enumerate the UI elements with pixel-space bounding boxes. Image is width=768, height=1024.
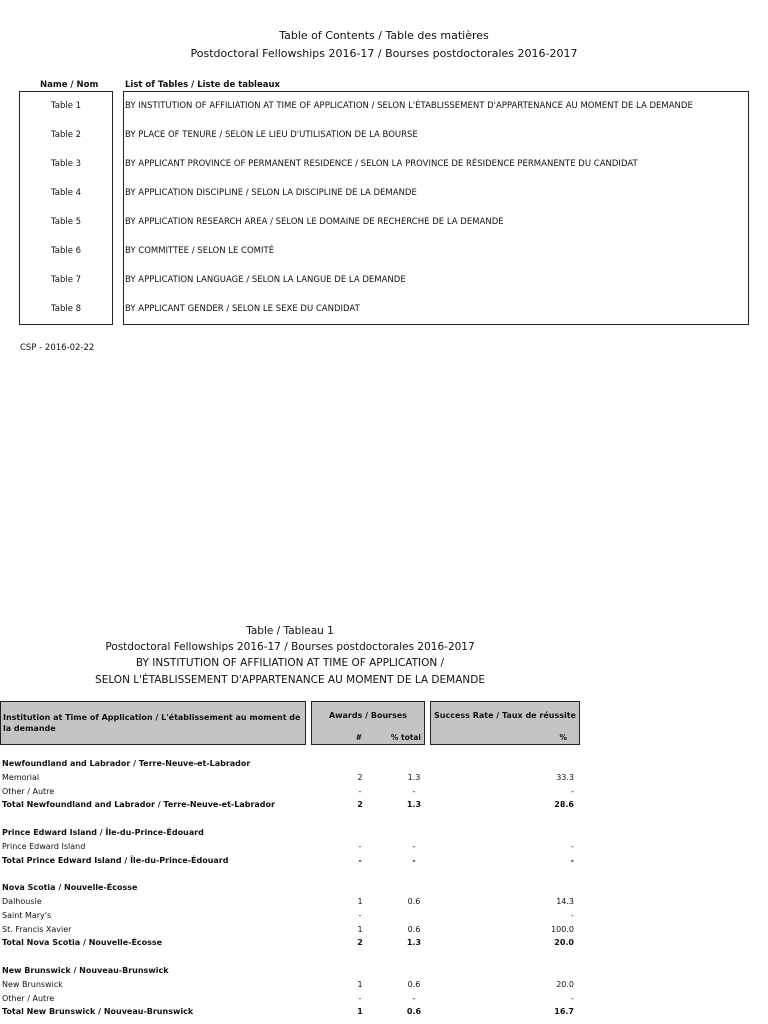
toc-link-table-2[interactable]: Table 2 (50, 130, 82, 140)
table-spacer-row (0, 952, 580, 964)
row-label: Memorial (2, 773, 40, 782)
row-label: Prince Edward Island (2, 842, 86, 851)
row-label: Other / Autre (2, 787, 55, 796)
awards-count: 1 (357, 1007, 363, 1016)
awards-pct-total: 0.6 (407, 980, 421, 989)
table-row (0, 980, 580, 992)
awards-count: 2 (357, 800, 363, 809)
toc-link-table-7[interactable]: Table 7 (50, 275, 82, 285)
table-total-row (0, 856, 580, 868)
toc-desc-table-1: BY INSTITUTION OF AFFILIATION AT TIME OF APPLICATION / SELON L'ÉTABLISSEMENT D'APPARTENANCE AU MOMENT DE LA DEMANDE (125, 101, 693, 111)
awards-count: - (358, 842, 362, 851)
count-header-label: # (355, 733, 362, 742)
awards-pct-total: 1.3 (407, 773, 421, 782)
table-total-row (0, 1007, 580, 1019)
toc-col-name-header: Name / Nom (40, 80, 99, 90)
success-rate: - (571, 787, 574, 796)
toc-names-box (19, 91, 113, 325)
table-row (0, 897, 580, 909)
table-row (0, 911, 580, 923)
awards-count: 2 (357, 938, 363, 947)
table-row (0, 925, 580, 937)
awards-count: 1 (357, 980, 363, 989)
toc-link-table-5[interactable]: Table 5 (50, 217, 82, 227)
awards-pct-total: - (412, 787, 416, 796)
awards-count: - (358, 911, 362, 920)
institution-header-label: Institution at Time of Application / L'établissement au moment de la demande (3, 713, 301, 733)
row-label: Prince Edward Island / Île-du-Prince-Édouard (2, 828, 204, 837)
awards-pct-total: - (412, 994, 416, 1003)
row-label: Total Prince Edward Island / Île-du-Prince-Édouard (2, 856, 229, 865)
awards-count: 2 (357, 773, 363, 782)
awards-pct-total: 0.6 (407, 897, 421, 906)
toc-desc-table-3: BY APPLICANT PROVINCE OF PERMANENT RESIDENCE / SELON LA PROVINCE DE RÉSIDENCE PERMANENTE DU CANDIDAT (125, 159, 638, 169)
toc-link-table-6[interactable]: Table 6 (50, 246, 82, 256)
awards-pct-total: - (412, 856, 416, 865)
table1-heading-en: BY INSTITUTION OF AFFILIATION AT TIME OF APPLICATION / (135, 657, 445, 669)
awards-pct-total: 1.3 (406, 938, 422, 947)
awards-pct-total: 0.6 (406, 1007, 422, 1016)
row-label: Total New Brunswick / Nouveau-Brunswick (2, 1007, 194, 1016)
toc-desc-table-4: BY APPLICATION DISCIPLINE / SELON LA DISCIPLINE DE LA DEMANDE (125, 188, 417, 198)
row-label: St. Francis Xavier (2, 925, 72, 934)
toc-lists-box (123, 91, 749, 325)
success-rate: - (571, 911, 574, 920)
success-rate: - (570, 856, 574, 865)
success-rate: 14.3 (556, 897, 574, 906)
table1-body (0, 759, 580, 1021)
success-rate: 20.0 (556, 980, 574, 989)
table-row (0, 787, 580, 799)
row-label: New Brunswick / Nouveau-Brunswick (2, 966, 169, 975)
success-header-label: Success Rate / Taux de réussite (434, 711, 576, 720)
row-label: Nova Scotia / Nouvelle-Écosse (2, 883, 138, 892)
row-label: Dalhousie (2, 897, 42, 906)
table-total-row (0, 938, 580, 950)
row-label: Newfoundland and Labrador / Terre-Neuve-et-Labrador (2, 759, 251, 768)
row-label: New Brunswick (2, 980, 63, 989)
awards-count: 1 (357, 897, 363, 906)
table-spacer-row (0, 814, 580, 826)
table-row (0, 842, 580, 854)
toc-subtitle: Postdoctoral Fellowships 2016-17 / Bourses postdoctorales 2016-2017 (190, 47, 578, 60)
row-label: Total Nova Scotia / Nouvelle-Écosse (2, 938, 163, 947)
table-row (0, 994, 580, 1006)
awards-pct-total: 0.6 (407, 925, 421, 934)
table-group-row (0, 759, 580, 771)
row-label: Saint Mary's (2, 911, 52, 920)
table-group-row (0, 966, 580, 978)
success-rate: - (571, 994, 574, 1003)
success-rate: 28.6 (554, 800, 574, 809)
toc-link-table-3[interactable]: Table 3 (50, 159, 82, 169)
table-total-row (0, 800, 580, 812)
awards-pct-total: 1.3 (406, 800, 422, 809)
table-spacer-row (0, 869, 580, 881)
table-row (0, 773, 580, 785)
pct-total-header-label: % total (390, 733, 421, 742)
toc-footer-code: CSP - 2016-02-22 (20, 343, 95, 353)
success-rate: 16.7 (554, 1007, 574, 1016)
success-rate: 33.3 (556, 773, 574, 782)
table-group-row (0, 828, 580, 840)
table1-title: Table / Tableau 1 (246, 625, 334, 637)
toc-desc-table-7: BY APPLICATION LANGUAGE / SELON LA LANGUE DE LA DEMANDE (125, 275, 406, 285)
success-header-cell (430, 701, 580, 745)
table1-subtitle: Postdoctoral Fellowships 2016-17 / Bourses postdoctorales 2016-2017 (105, 641, 475, 653)
table1-heading-fr: SELON L'ÉTABLISSEMENT D'APPARTENANCE AU MOMENT DE LA DEMANDE (95, 674, 485, 686)
toc-link-table-8[interactable]: Table 8 (50, 304, 82, 314)
table-group-row (0, 883, 580, 895)
pct-header-label: % (559, 733, 567, 742)
toc-desc-table-5: BY APPLICATION RESEARCH AREA / SELON LE DOMAINE DE RECHERCHE DE LA DEMANDE (125, 217, 504, 227)
awards-count: 1 (357, 925, 363, 934)
toc-desc-table-8: BY APPLICANT GENDER / SELON LE SEXE DU CANDIDAT (125, 304, 360, 314)
row-label: Total Newfoundland and Labrador / Terre-Neuve-et-Labrador (2, 800, 275, 809)
toc-desc-table-6: BY COMMITTEE / SELON LE COMITÉ (125, 246, 275, 256)
awards-count: - (358, 994, 362, 1003)
toc-col-list-header: List of Tables / Liste de tableaux (125, 80, 281, 90)
row-label: Other / Autre (2, 994, 55, 1003)
institution-header-cell (0, 701, 306, 745)
success-rate: 100.0 (551, 925, 574, 934)
toc-link-table-1[interactable]: Table 1 (50, 101, 82, 111)
awards-count: - (358, 787, 362, 796)
awards-header-cell (311, 701, 425, 745)
success-rate: 20.0 (554, 938, 574, 947)
awards-pct-total: - (412, 842, 416, 851)
toc-link-table-4[interactable]: Table 4 (50, 188, 82, 198)
success-rate: - (571, 842, 574, 851)
toc-desc-table-2: BY PLACE OF TENURE / SELON LE LIEU D'UTILISATION DE LA BOURSE (125, 130, 418, 140)
awards-header-label: Awards / Bourses (328, 711, 408, 720)
awards-count: - (358, 856, 362, 865)
toc-title: Table of Contents / Table des matières (279, 29, 489, 42)
